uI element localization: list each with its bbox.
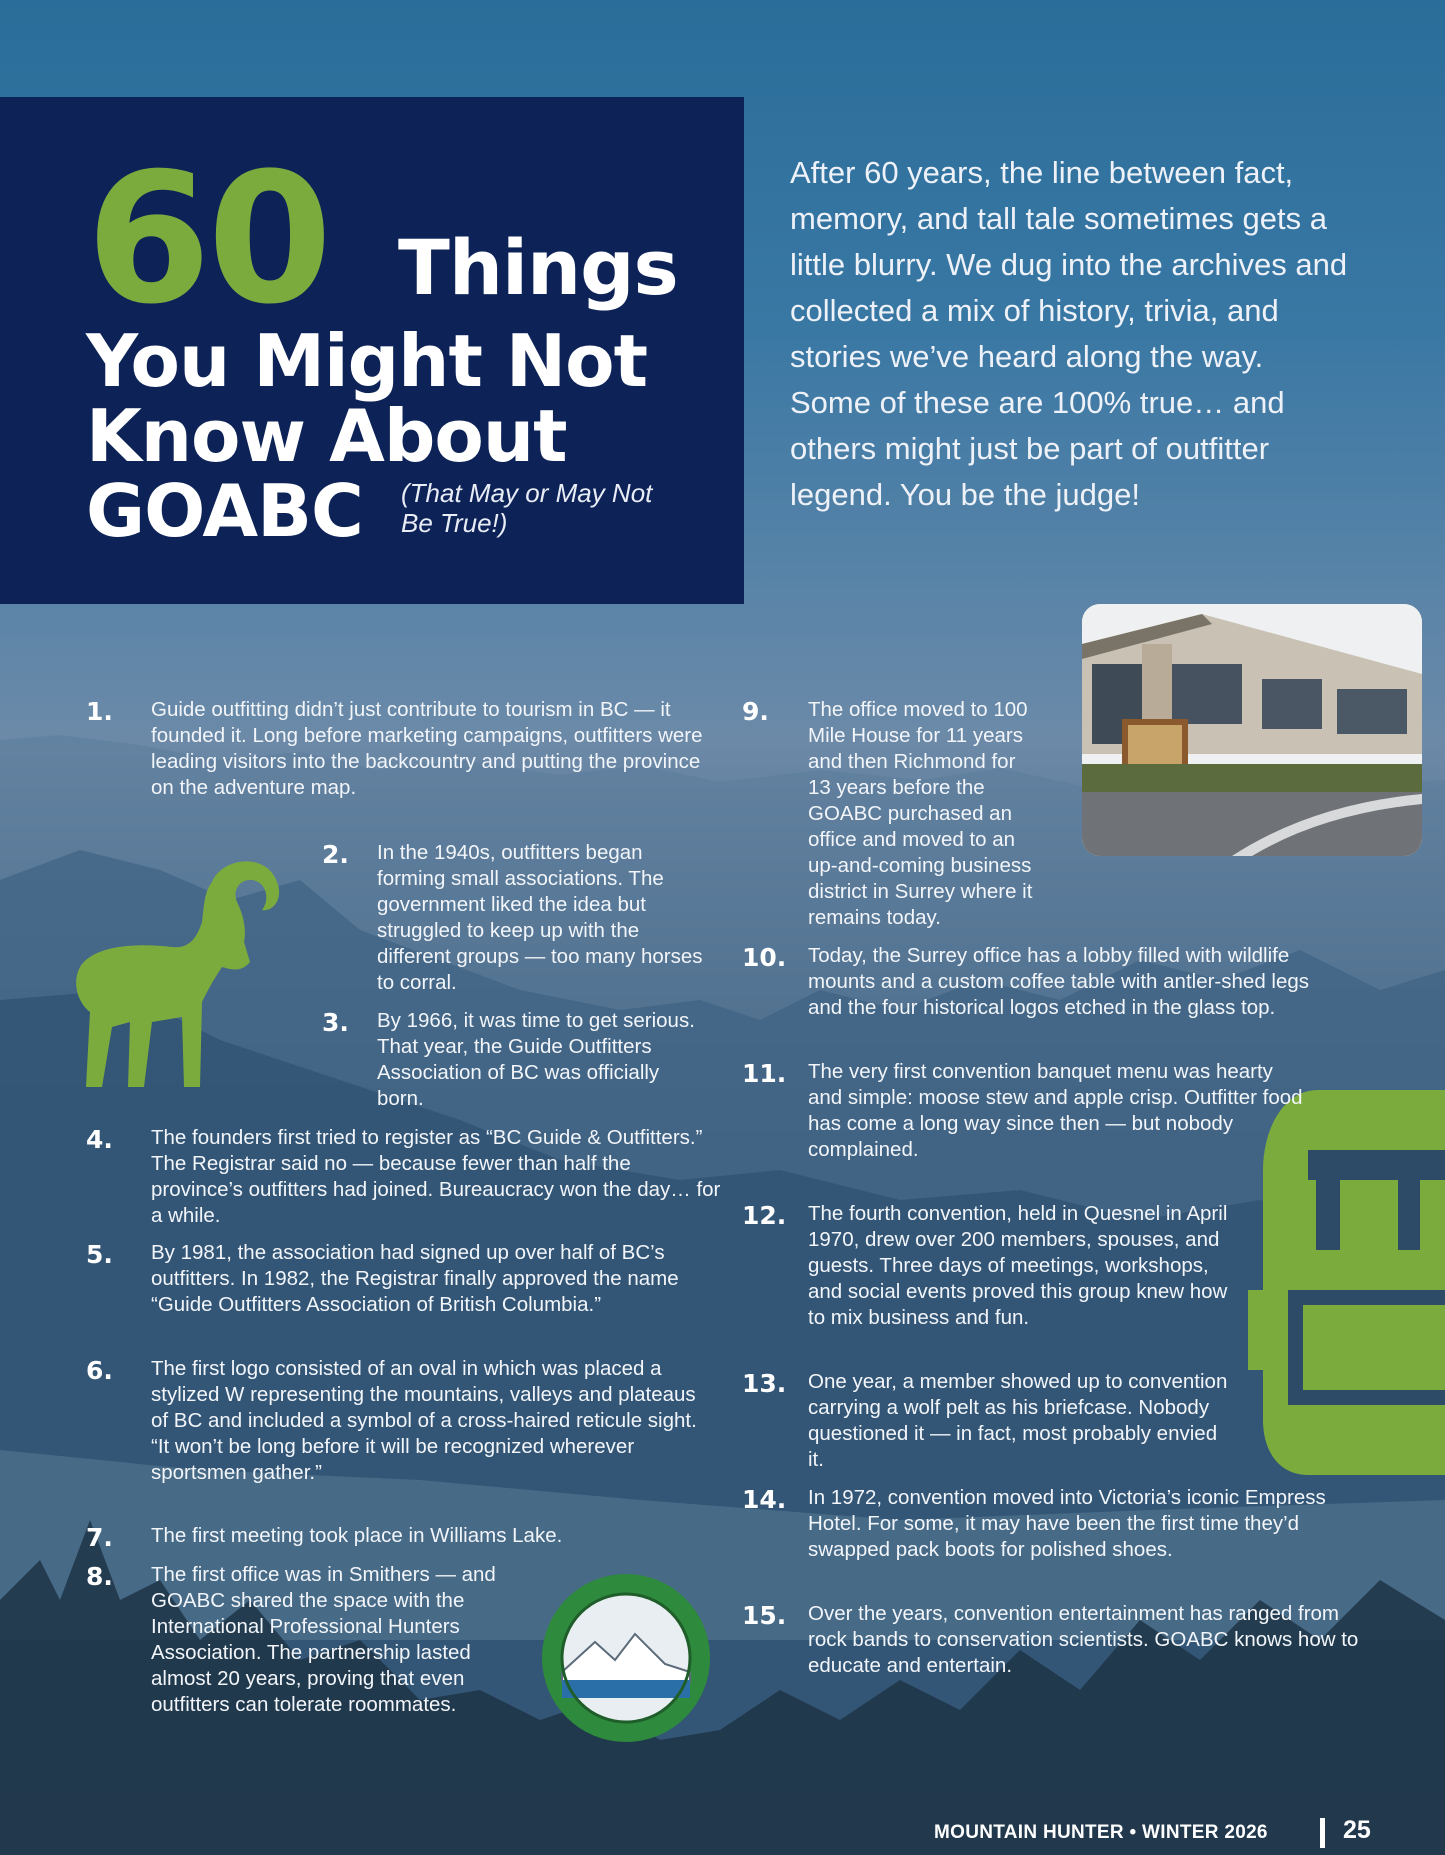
title-line-3: Know About bbox=[86, 394, 567, 478]
item-number: 7. bbox=[86, 1523, 113, 1552]
item-number: 13. bbox=[742, 1369, 787, 1398]
title-line-1: Things bbox=[398, 223, 678, 312]
item-number: 6. bbox=[86, 1356, 113, 1385]
item-text: Today, the Surrey office has a lobby filled with wildlife mounts and a custom coffee table with antler-shed legs and the four historical logos etched in the glass top. bbox=[808, 944, 1310, 1019]
intro-paragraph: After 60 years, the line between fact, memory, and tall tale sometimes gets a little blurry. We dug into the archives and collected a mix of history, trivia, and stories we’ve heard along the way. Some of these are 100% true… and others might just be part of outfitter legend. You be the judge! bbox=[790, 155, 1348, 512]
title-number: 60 bbox=[86, 135, 329, 344]
item-text: The founders first tried to register as “BC Guide & Outfitters.” The Registrar said no — because fewer than half the province’s outfitters had joined. Bureaucracy won the day… for a while. bbox=[151, 1126, 721, 1227]
footer-publication: MOUNTAIN HUNTER • WINTER 2026 bbox=[934, 1822, 1268, 1843]
building-illustration bbox=[1082, 604, 1422, 856]
title-line-4: GOABC bbox=[86, 469, 363, 553]
item-number: 8. bbox=[86, 1562, 113, 1591]
item-text: The first logo consisted of an oval in which was placed a stylized W representing the mountains, valleys and plateaus of BC and included a symbol of a cross-haired reticule sight. “It won’t be long before it will be recognized wherever sportsmen gather.” bbox=[151, 1357, 697, 1484]
item-text: Guide outfitting didn’t just contribute to tourism in BC — it founded it. Long before marketing campaigns, outfitters were leading visitors into the backcountry and putting the province on the adventure map. bbox=[151, 698, 703, 799]
item-number: 5. bbox=[86, 1240, 113, 1269]
item-number: 3. bbox=[322, 1008, 349, 1037]
item-number: 10. bbox=[742, 943, 787, 972]
item-number: 4. bbox=[86, 1125, 113, 1154]
footer-divider bbox=[1320, 1818, 1325, 1848]
item-number: 2. bbox=[322, 840, 349, 869]
item-number: 11. bbox=[742, 1059, 787, 1088]
item-text: In 1972, convention moved into Victoria’s iconic Empress Hotel. For some, it may have been the first time they’d swapped pack boots for polished shoes. bbox=[808, 1486, 1326, 1561]
title-line-2: You Might Not bbox=[86, 319, 648, 403]
item-number: 1. bbox=[86, 697, 113, 726]
item-text: The office moved to 100 Mile House for 11 years and then Richmond for 13 years before the GOABC purchased an office and moved to an up-and-coming business district in Surrey where it remains today. bbox=[808, 698, 1033, 929]
item-text: One year, a member showed up to convention carrying a wolf pelt as his briefcase. Nobody questioned it — in fact, most probably envied it. bbox=[808, 1370, 1228, 1471]
item-text: The first office was in Smithers — and GOABC shared the space with the International Professional Hunters Association. The partnership lasted almost 20 years, proving that even outfitters can tolerate roommates. bbox=[151, 1563, 496, 1716]
item-number: 9. bbox=[742, 697, 769, 726]
item-text: Over the years, convention entertainment has ranged from rock bands to conservation scientists. GOABC knows how to educate and entertain. bbox=[808, 1602, 1359, 1677]
bighorn-ram-icon bbox=[72, 852, 292, 1092]
title-subtitle: (That May or May Not Be True!) bbox=[401, 478, 653, 538]
item-text: By 1966, it was time to get serious. That year, the Guide Outfitters Association of BC was officially born. bbox=[377, 1009, 695, 1110]
item-text: The fourth convention, held in Quesnel in April 1970, drew over 200 members, spouses, and guests. Three days of meetings, workshops, and social events proved this group knew how to mix business and fun. bbox=[808, 1202, 1228, 1329]
office-building-photo bbox=[1082, 604, 1422, 856]
item-text: The very first convention banquet menu was hearty and simple: moose stew and apple crisp. Outfitter food has come a long way since then — but nobody complained. bbox=[808, 1060, 1303, 1161]
item-text: By 1981, the association had signed up over half of BC’s outfitters. In 1982, the Registrar finally approved the name “Guide Outfitters Association of British Columbia.” bbox=[151, 1241, 679, 1316]
goabc-seal-logo bbox=[540, 1572, 712, 1744]
item-text: The first meeting took place in Williams Lake. bbox=[151, 1524, 563, 1547]
item-number: 14. bbox=[742, 1485, 787, 1514]
item-number: 15. bbox=[742, 1601, 787, 1630]
item-number: 12. bbox=[742, 1201, 787, 1230]
item-text: In the 1940s, outfitters began forming small associations. The government liked the idea but struggled to keep up with the different groups — too many horses to corral. bbox=[377, 841, 703, 994]
page-number: 25 bbox=[1343, 1816, 1371, 1844]
